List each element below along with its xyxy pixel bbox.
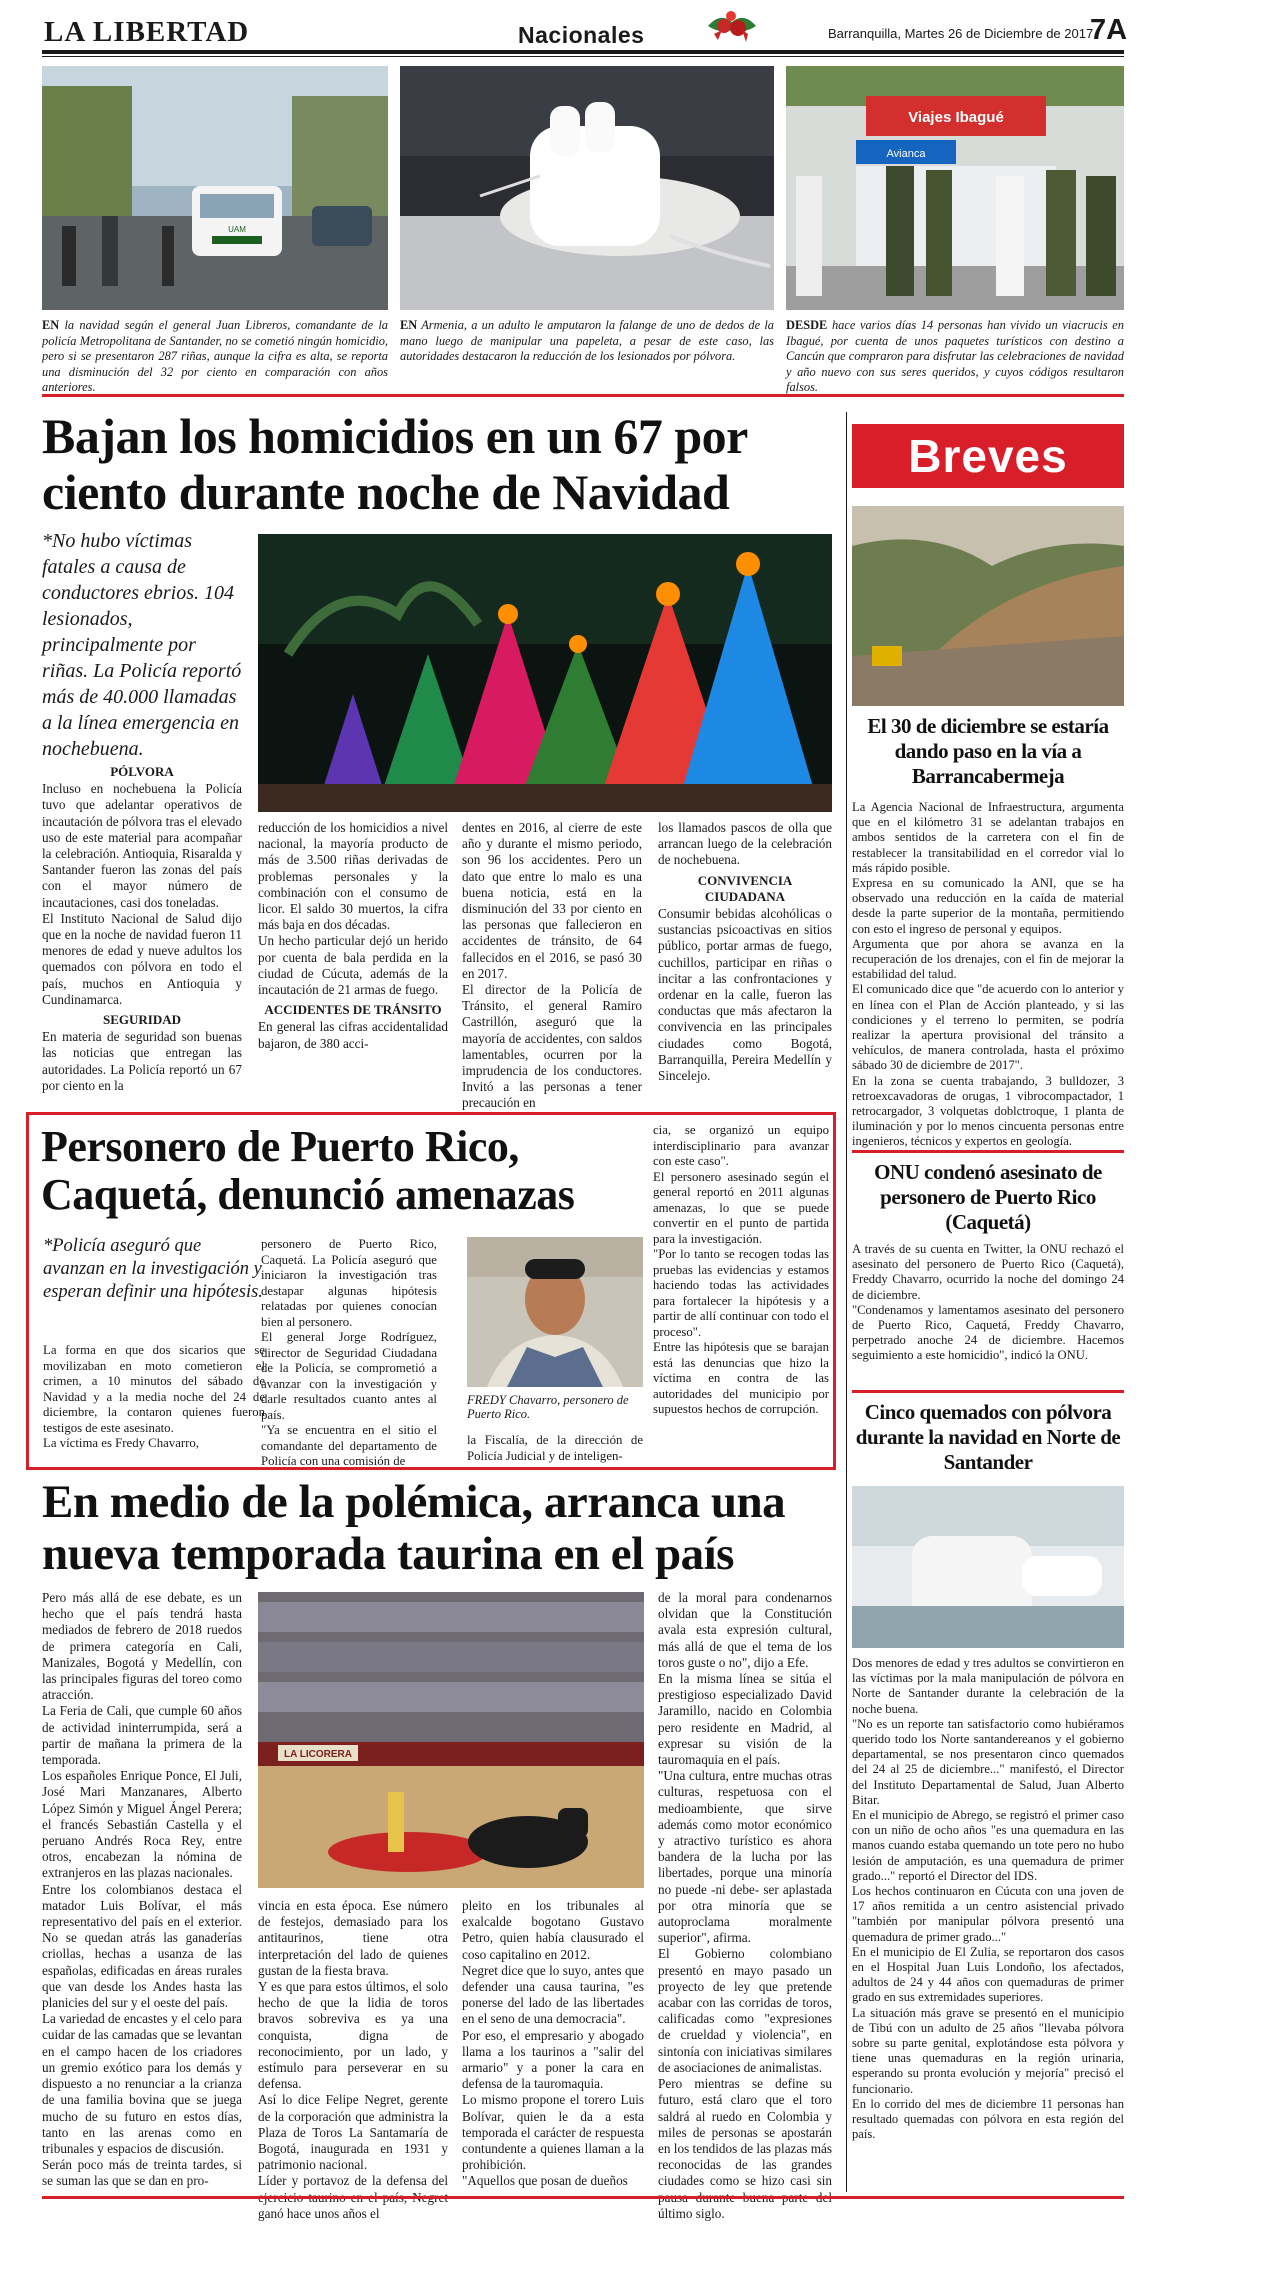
photo-christmas-trees <box>258 534 832 812</box>
red-rule-sidebar-1 <box>852 1150 1124 1153</box>
article1-headline: Bajan los homicidios en un 67 por ciento durante noche de Navidad <box>42 408 747 520</box>
article2-col4: cia, se organizó un equipo interdisciplinario para avanzar con este caso". El personero asesinado según el general reportó en 2011 algunas amenazas, lo que se puede convertir en el punto de partida para la investigación. "Por lo tanto se recogen todas las pruebas las evidencias y estamos haciendo todas las actividades para fortalecer la hipótesis y a partir de allí continuar con todo el proceso". Entre las hipótesis que se barajan está las denuncias que hizo la víctima en contra de las autoridades del municipio por supuestos hechos de corrupción. <box>653 1123 829 1416</box>
article1-col1: PÓLVORA Incluso en nochebuena la Policía tuvo que adelantar operativos de incautación de pólvora tras el elevado uso de este material para acompañar la celebración. Antioquia, Risaralda y Santander fueron las zonas del país con el mayor número de incautaciones, casi dos toneladas. El Instituto Nacional de Salud dijo que en la noche de navidad fueron 11 menores de edad y nueve adultos los quemados con pólvora en todo el país, muchos en Antioquia y Cundinamarca. SEGURIDAD En materia de seguridad son buenas las noticias que entregan las autoridades. La Policía reportó un 67 por ciento en la <box>42 764 242 1093</box>
header-rule <box>42 50 1124 54</box>
article3-col3: pleito en los tribunales al exalcalde bogotano Gustavo Petro, quien había clausurado el coso capitalino en 2012. Negret dice que lo suyo, antes que defender una causa taurina, "es ponerse del lado de las libertades en el seno de una democracia". Por eso, el empresario y abogado llama a los taurinos a "salir del armario" y a poner la cara en defensa de la tauromaquia. Lo mismo propone el torero Luis Bolívar, quien le da a esta temporada el carácter de respuesta contundente a quienes llaman a la prohibición. "Aquellos que posan de dueños <box>462 1898 644 2189</box>
article3-headline: En medio de la polémica, arranca una nueva temporada taurina en el país <box>42 1476 786 1580</box>
photo-bullfight <box>258 1592 644 1888</box>
section-name: Nacionales <box>518 22 645 48</box>
article1-col2: reducción de los homicidios a nivel nacional, la mayoría producto de más de 3.500 riñas derivadas de problemas personales y la combinación con el consumo de licor. El saldo 30 muertos, la cifra más baja en dos décadas. Un hecho particular dejó un herido por cuenta de bala perdida en la ciudad de Cúcuta, además de la incautación de 21 armas de fuego. ACCIDENTES DE TRÁNSITO En general las cifras accidentalidad bajaron, de 380 acci- <box>258 820 448 1051</box>
sidebar-divider <box>846 412 847 2192</box>
caption-armenia: EN Armenia, a un adulto le amputaron la falange de uno de dedos de la mano luego de manipular una papeleta, a pesar de este caso, las autoridades destacaron la reducción de los lesionados por pólvora. <box>400 318 774 363</box>
breves-label: Breves <box>852 424 1124 488</box>
red-rule-top <box>42 394 1124 397</box>
red-rule-sidebar-2 <box>852 1390 1124 1393</box>
masthead: LA LIBERTAD <box>44 16 250 48</box>
article2-box <box>26 1112 836 1470</box>
photo-caption-fredy: FREDY Chavarro, personero de Puerto Rico. <box>467 1393 629 1421</box>
article2-headline: Personero de Puerto Rico, Caquetá, denunció amenazas <box>41 1122 575 1219</box>
brief2-body: A través de su cuenta en Twitter, la ONU rechazó el asesinato del personero de Puerto Rico (Caquetá), Freddy Chavarro, ocurrido la noche del domingo 24 de diciembre. "Condenamos y lamentamos asesinato del personero de Puerto Rico, Caquetá, Freddy Chavarro, perpetrado anoche 24 de diciembre. Hacemos seguimiento a este homicidio", indicó la ONU. <box>852 1242 1124 1363</box>
photo-fredy-chavarro <box>467 1237 643 1387</box>
photo-police-van <box>42 66 388 310</box>
photo-travel-agency <box>786 66 1124 310</box>
bullring-sign: LA LICORERA <box>284 1749 352 1760</box>
brief1-body: La Agencia Nacional de Infraestructura, argumenta que en el kilómetro 31 se adelantan trabajos en ambos sentidos de la carretera con el fin de restablecer la transitabilidad en el corredor vial lo más rápido posible. Expresa en su comunicado la ANI, que se ha observado una reducción en la caída de material desde la parte superior de la montaña, permitiendo con esto el ingreso de personal y equipos. Argumenta que por ahora se avanza en la recuperación de los drenajes, con el fin de mejorar la estabilidad del talud. El comunicado dice que "de acuerdo con lo anterior y en línea con el Plan de Acción planteado, y si las condiciones y el terreno lo permiten, se podría realizar la apertura provisional del tránsito a vehículos, de manera controlada, hasta el próximo sábado 30 de diciembre de 2017". En la zona se cuenta trabajando, 3 bulldozer, 3 retroexcavadoras de orugas, 1 vibrocompactador, 1 retrocargador, 3 volquetas doblctroque, 1 planta de iluminación y por lo menos cincuenta personas entre ingenieros, técnicos y expertos en geología. <box>852 800 1124 1149</box>
article2-col2: personero de Puerto Rico, Caquetá. La Policía aseguró que iniciaron la investigación tras destapar algunas hipótesis relatadas por quienes conocían bien al personero. El general Jorge Rodríguez, director de Seguridad Ciudadana de la Policía, se comprometió a avanzar con la investigación y darle resultados cuanto antes al país. "Ya se encuentra en el sitio el comandante del departamento de Policía con una comisión de <box>261 1237 437 1468</box>
brief3-body: Dos menores de edad y tres adultos se convirtieron en las víctimas por la mala manipulación de pólvora en Norte de Santander durante la celebración de la noche buena. "No es un reporte tan satisfactorio como hubiéramos querido todo los Norte santandereanos y el gobierno departamental, se nos presentaron cinco quemados del 24 al 25 de diciembre..." manifestó, el Director del Instituto Departamental de Salud, Juan Alberto Bitar. En el municipio de Abrego, se registró el primer caso con un niño de ocho años "es una quemadura en las manos cuando estaba quemando un tote pero no hubo lesión de amputación, es una quemadura de primer grado..." reportó el Director del IDS. Los hechos continuaron en Cúcuta con una joven de 17 años remitida a un centro asistencial privado "también por manipular pólvora presentó una quemadura de primer grado..." En el municipio de El Zulia, se reportaron dos casos en el Hospital Juan Luis Londoño, los afectados, adultos de 24 y 44 años con quemaduras de primer grado en sus extremidades superiores. La situación más grave se presentó en el municipio de Tibú con un adulto de 25 años "llevaba pólvora sobre su parte genital, explotándose esta pólvora y tiene unas quemaduras en la región urinaria, esperando su pronta evolución y mejoría" precisó el funcionario. En lo corrido del mes de diciembre 11 personas han resultado quemadas con pólvora en esta región del país. <box>852 1656 1124 2142</box>
van-sign: UAM <box>228 225 246 234</box>
article3-col4: de la moral para condenarnos olvidan que la Constitución avala esta expresión cultural, más allá de que el tema de los toros guste o no", dijo a Efe. En la misma línea se sitúa el prestigioso especializado David Jaramillo, nacido en Colombia pero residente en Madrid, al expresar su visión de la tauromaquia en el país. "Una cultura, entre muchas otras culturas, respetuosa con el medioambiente, que sirve además como motor económico y atractivo turístico es ahora bandera de la lucha por las libertades, porque una minoría no puede -ni debe- ser aplastada por otra minoría que se autoproclama moralmente superior", afirma. El Gobierno colombiano presentó en mayo pasado un proyecto de ley que pretende acabar con las corridas de toros, calificadas como "expresiones de crueldad y violencia", en sintonía con iniciativas similares de asociaciones de animalistas. Pero mientras se define su futuro, está claro que el toro saldrá al ruedo en Colombia y miles de personas se apostarán en los tendidos de las plazas más reconocidas de las grandes ciudades como se hizo casi sin último siglo. <box>658 1590 832 2221</box>
article1-subtitle: *No hubo víctimas fatales a causa de conductores ebrios. 104 lesionados, principalmente por riñas. La Policía reportó más de 40.000 llamadas a la línea emergencia en nochebuena. <box>42 530 242 760</box>
photo-landslide <box>852 506 1124 706</box>
shop-sign-1: Viajes Ibagué <box>908 109 1004 126</box>
article1-col3: dentes en 2016, al cierre de este año y durante el mismo periodo, son 96 los accidentes. Pero un dato que entre lo malo es una buena noticia, está en la disminución del 33 por ciento en las personas que fallecieron en accidentes de tránsito, de 64 fallecidos en el 2016, se pasó 30 en 2017. El director de la Policía de Tránsito, el general Ramiro Castrillón, aseguró que la mayoría de accidentes, con saldos lamentables, ocurren por la imprudencia de los conductores. Invitó a las personas a tener precaución en <box>462 820 642 1111</box>
caption-santander: EN la navidad según el general Juan Libreros, comandante de la policía Metropolitana de Santander, no se cometió ningún homicidio, pero si se presentaron 287 riñas, aunque la cifra es alta, se reporta una disminución del 32 por ciento en comparación con años anteriores. <box>42 318 388 394</box>
brief3-title: Cinco quemados con pólvora durante la navidad en Norte de Santander <box>855 1400 1121 1474</box>
article1-col4: los llamados pascos de olla que arrancan luego de la celebración de nochebuena. CONVIVENCIA CIUDADANA Consumir bebidas alcohólicas o sustancias psicoactivas en sitios público, portar armas de fuego, cuchillos, participar en riñas o incitar a las confrontaciones y ordenar en la calle, fueron las conductas que más afectaron la convivencia en las principales ciudades como Bogotá, Barranquilla, Pereira Medellín y Sincelejo. <box>658 820 832 1084</box>
brief2-title: ONU condenó asesinato de personero de Puerto Rico (Caquetá) <box>874 1160 1102 1234</box>
article2-subtitle: *Policía aseguró que avanzan en la investigación y esperan definir una hipótesis. <box>43 1236 263 1302</box>
brief1-title: El 30 de diciembre se estaría dando paso en la vía a Barrancabermeja <box>867 714 1109 788</box>
photo-burn-victim <box>852 1486 1124 1648</box>
dateline: Barranquilla, Martes 26 de Diciembre de 2017 <box>828 26 1094 41</box>
article3-col1: Pero más allá de ese debate, es un hecho que el país tendrá hasta mediados de febrero de 2018 ruedos de primera categoría en Cali, Manizales, Bogotá y Medellín, con las principales figuras del toreo como atracción. La Feria de Cali, que cumple 60 años de actividad ininterrumpida, será a partir de mañana la primera de la temporada. Los españoles Enrique Ponce, El Juli, José Mari Manzanares, Alberto López Simón y Miguel Ángel Perera; el francés Sebastián Castella y el peruano Andrés Roca Rey, entre otros, encabezan la nómina de extranjeros en las plazas nacionales. Entre los colombianos destaca el matador Luis Bolívar, el más representativo del país en el exterior. No se quedan atrás las ganaderías criollas, hechas a usanza de las españolas, edificadas en áreas rurales que van desde los Andes hasta las planicies del sur y el oeste del país. La variedad de encastes y el celo para cuidar de las camadas que se levantan en el campo hacen de los criadores un gremio exótico para los demás y dispuesto a no renunciar a la crianza de una familia bovina que se juega mucho de su futuro en estos días, tanto en las arenas como en tribunales y espacios de discusión. Serán poco más de treinta tardes, si se suman las que se dan en pro- <box>42 1590 242 2189</box>
red-rule-bottom <box>42 2196 1124 2199</box>
christmas-ornament-icon <box>700 4 764 48</box>
photo-bandaged-hand <box>400 66 774 310</box>
article2-col3-bottom: la Fiscalía, de la dirección de Policía Judicial y de inteligen- <box>467 1433 643 1463</box>
article2-col1: La forma en que dos sicarios que se movilizaban en moto cometieron el crimen, a 10 minutos del sábado de Navidad y a la media noche del 24 de diciembre, la contaron quienes fueron testigos de este asesinato. La víctima es Fredy Chavarro, <box>43 1343 265 1450</box>
article3-col2: vincia en esta época. Ese número de festejos, demasiado para los antitaurinos, tiene otra interpretación del lado de quienes gustan de la fiesta brava. Y es que para estos últimos, el solo hecho de que la lidia de toros bravos sobreviva es ya una conquista, digna de reconocimiento, por un lado, y estímulo para perseverar en su defensa. Así lo dice Felipe Negret, gerente de la corporación que administra la Plaza de Toros La Santamaría de Bogotá, inaugurada en 1931 y patrimonio nacional. Líder y portavoz de la defensa del ganó hace unos años el <box>258 1898 448 2221</box>
shop-sign-2: Avianca <box>886 148 926 160</box>
caption-ibague: DESDE hace varios días 14 personas han vivido un viacrucis en Ibagué, por cuenta de unos paquetes turísticos con destino a Cancún que compraron para disfrutar las celebraciones de navidad y año nuevo con sus seres queridos, y cuyos códigos resultaron falsos. <box>786 318 1124 394</box>
header-rule-thin <box>42 56 1124 57</box>
page-number: 7A <box>1090 14 1128 46</box>
